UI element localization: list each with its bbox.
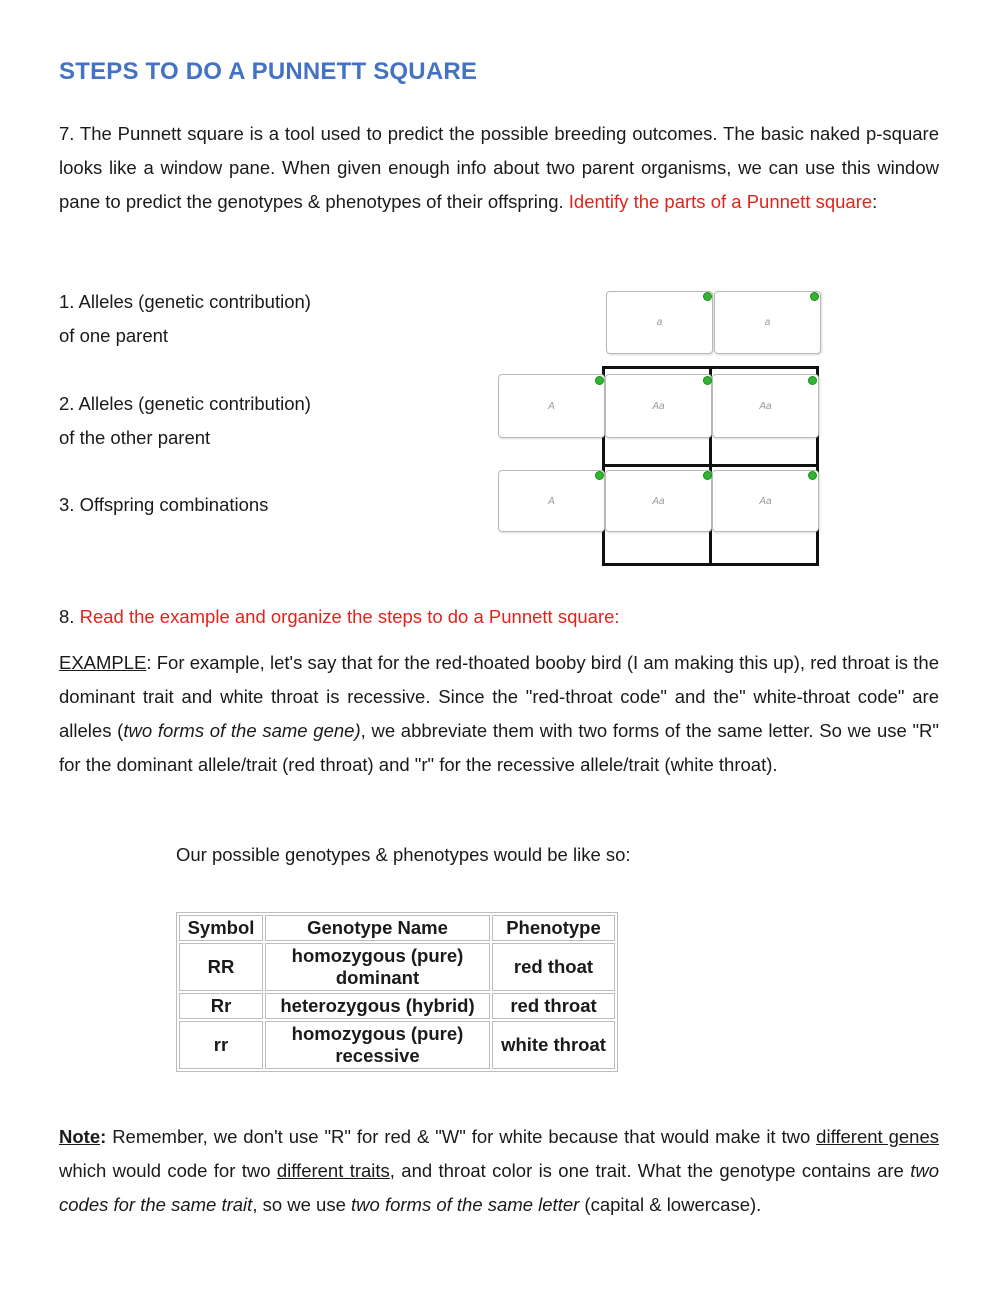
example-text-a: : For example, let's say that for the red-thoated booby bird (I am making this up), red throat is the dominant trait and white throat is recessive. Since the "red-throat code" and the" white-throat code" are alleles ( [59, 652, 939, 741]
part-3: 3. Offspring combinations [59, 494, 269, 515]
note-text-4: , so we use [252, 1194, 352, 1215]
note-label: Note [59, 1126, 101, 1147]
table-row [179, 993, 615, 1019]
question-8-number: 8. [59, 606, 80, 627]
note-italic-2: two forms of the same letter [351, 1194, 580, 1215]
cell-symbol: rr [179, 1021, 263, 1069]
part-2-line-2: of the other parent [59, 427, 211, 448]
question-7-instruction: Identify the parts of a Punnett square [568, 191, 873, 212]
cell-phenotype: red thoat [492, 943, 615, 991]
header-phenotype: Phenotype [492, 915, 615, 941]
table-header-row [179, 915, 615, 941]
allele-box-top-1[interactable]: a [606, 291, 713, 354]
part-2-line-1: 2. Alleles (genetic contribution) [59, 393, 311, 414]
drag-handle-icon[interactable] [595, 376, 604, 385]
drag-handle-icon[interactable] [808, 471, 817, 480]
cell-symbol: Rr [179, 993, 263, 1019]
note-colon: : [100, 1126, 107, 1147]
note-italic-1: two codes for the same trait [59, 1160, 939, 1215]
question-8-instruction: Read the example and organize the steps to do a Punnett square: [79, 606, 620, 627]
table-row [179, 1021, 615, 1069]
drag-handle-icon[interactable] [595, 471, 604, 480]
drag-handle-icon[interactable] [810, 292, 819, 301]
drag-handle-icon[interactable] [808, 376, 817, 385]
offspring-box-3[interactable]: Aa [605, 470, 712, 532]
header-symbol: Symbol [179, 915, 263, 941]
part-1-line-1: 1. Alleles (genetic contribution) [59, 291, 311, 312]
note-text-2: which would code for two [59, 1160, 277, 1181]
note-text-3: , and throat color is one trait. What the genotype contains are [389, 1160, 911, 1181]
page-title: STEPS TO DO A PUNNETT SQUARE [59, 58, 478, 85]
note-paragraph [59, 1120, 939, 1222]
example-italic: two forms of the same gene) [123, 720, 361, 741]
table-intro: Our possible genotypes & phenotypes would be like so: [176, 844, 631, 865]
question-7-colon: : [872, 191, 878, 212]
table-row [179, 943, 615, 991]
drag-handle-icon[interactable] [703, 292, 712, 301]
cell-phenotype: white throat [492, 1021, 615, 1069]
cell-genotype-name: heterozygous (hybrid) [265, 993, 490, 1019]
example-paragraph [59, 646, 939, 782]
cell-genotype-name: homozygous (pure) dominant [265, 943, 490, 991]
question-7 [59, 117, 939, 219]
cell-symbol: RR [179, 943, 263, 991]
drag-handle-icon[interactable] [703, 376, 712, 385]
allele-box-top-2[interactable]: a [714, 291, 821, 354]
offspring-box-1[interactable]: Aa [605, 374, 712, 438]
part-1-line-2: of one parent [59, 325, 169, 346]
header-genotype-name: Genotype Name [265, 915, 490, 941]
question-7-text: 7. The Punnett square is a tool used to predict the possible breeding outcomes. The basic naked p-square looks like a window pane. When given enough info about two parent organisms, we can use this window pane to predict the genotypes & phenotypes of their offspring. [59, 123, 939, 212]
part-2 [59, 387, 311, 455]
question-8 [59, 600, 620, 634]
note-text-1: Remember, we don't use "R" for red & "W" for white because that would make it two [106, 1126, 817, 1147]
note-underline-2: different traits [276, 1160, 390, 1181]
note-text-5: (capital & lowercase). [579, 1194, 762, 1215]
allele-box-side-1[interactable]: A [498, 374, 605, 438]
genotype-table [176, 912, 618, 1072]
drag-handle-icon[interactable] [703, 471, 712, 480]
example-label: EXAMPLE [59, 652, 147, 673]
note-underline-1: different genes [816, 1126, 939, 1147]
cell-phenotype: red throat [492, 993, 615, 1019]
cell-genotype-name: homozygous (pure) recessive [265, 1021, 490, 1069]
example-text-b: , we abbreviate them with two forms of the same letter. So we use "R" for the dominant allele/trait (red throat) and "r" for the recessive allele/trait (white throat). [59, 720, 939, 775]
allele-box-side-2[interactable]: A [498, 470, 605, 532]
offspring-box-2[interactable]: Aa [712, 374, 819, 438]
part-1 [59, 285, 311, 353]
offspring-box-4[interactable]: Aa [712, 470, 819, 532]
